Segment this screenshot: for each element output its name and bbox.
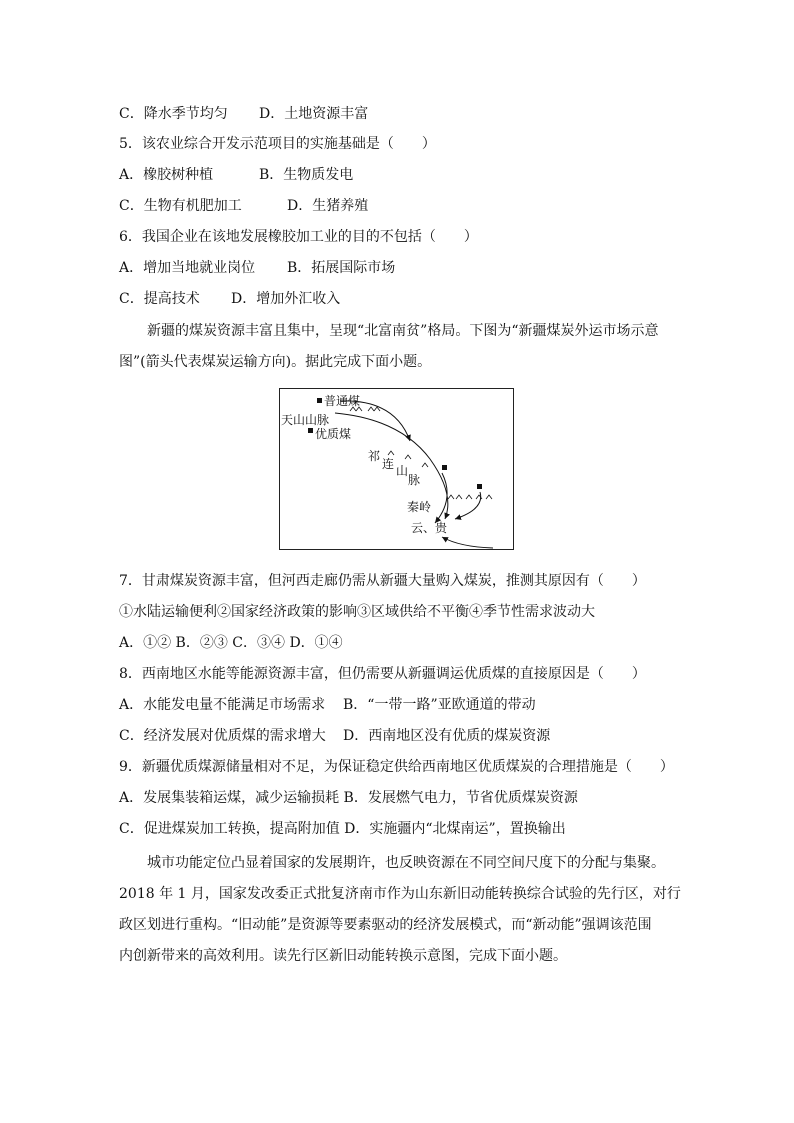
- coal-site-marker: [477, 484, 482, 489]
- intro-jinan-line2: 2018 年 1 月，国家发改委正式批复济南市作为山东新旧动能转换综合试验的先行区，对行: [119, 886, 681, 902]
- label-qilian-3: 山: [396, 464, 409, 478]
- route-arrow-south: [442, 537, 493, 548]
- intro-jinan-line4: 内创新带来的高效利用。读先行区新旧动能转换示意图，完成下面小题。: [119, 948, 567, 964]
- q7-choices: A．①② B．②③ C．③④ D．①④: [119, 635, 343, 651]
- q5-options-cd: [119, 196, 368, 216]
- q7-statements: ①水陆运输便利②国家经济政策的影响③区域供给不平衡④季节性需求波动大: [119, 604, 595, 620]
- q6-option-d: D．增加外汇收入: [231, 291, 341, 307]
- label-qilian-2: 连: [382, 457, 395, 471]
- q6-option-c: C．提高技术: [119, 291, 200, 307]
- coal-site-marker: [442, 465, 447, 470]
- q6-option-b: B．拓展国际市场: [287, 260, 396, 276]
- intro-xinjiang-line2: 图”(箭头代表煤炭运输方向)。据此完成下面小题。: [119, 354, 432, 370]
- question-8: 8．西南地区水能等能源资源丰富，但仍需要从新疆调运优质煤的直接原因是（ ）: [119, 666, 646, 682]
- label-ordinary-coal: 普通煤: [324, 394, 361, 408]
- label-qilian-4: 脉: [408, 473, 421, 487]
- q8-option-d: D．西南地区没有优质的煤炭资源: [343, 728, 551, 744]
- question-6: 6．我国企业在该地发展橡胶加工业的目的不包括（ ）: [119, 229, 478, 245]
- mountain-icon: [448, 495, 462, 499]
- label-qilian-1: 祁: [368, 449, 381, 463]
- q5-option-a: A．橡胶树种植: [119, 167, 214, 183]
- q5-option-d: D．生猪养殖: [287, 198, 369, 214]
- mountain-icon: [422, 463, 428, 467]
- intro-jinan-line3: 政区划进行重构。“旧动能”是资源等要素驱动的经济发展模式，而“新动能”强调该范围: [119, 917, 652, 933]
- mountain-icon: [388, 451, 394, 455]
- q8-options-ab: [119, 695, 536, 715]
- q5-option-c: C．生物有机肥加工: [119, 198, 242, 214]
- label-quality-coal: 优质煤: [315, 427, 352, 441]
- label-qinling: 秦岭: [407, 500, 432, 514]
- q6-option-a: A．增加当地就业岗位: [119, 260, 256, 276]
- mountain-icon: [368, 407, 380, 411]
- intro-jinan-line1: 城市功能定位凸显着国家的发展期许，也反映资源在不同空间尺度下的分配与集聚。: [147, 855, 665, 871]
- mountain-icon: [405, 455, 411, 459]
- q8-option-b: B．“一带一路”亚欧通道的带动: [343, 697, 536, 713]
- q6-options-cd: [119, 289, 340, 309]
- q9-options-ab: A．发展集装箱运煤，减少运输损耗 B．发展燃气电力，节省优质煤炭资源: [119, 790, 578, 806]
- mountain-icon: [466, 495, 492, 499]
- coal-site-marker: [317, 398, 322, 403]
- question-9: 9．新疆优质煤源储量相对不足，为保证稳定供给西南地区优质煤炭的合理措施是（ ）: [119, 759, 674, 775]
- route-arrow-qilian: [435, 473, 447, 523]
- question-7: 7．甘肃煤炭资源丰富，但河西走廊仍需从新疆大量购入煤炭，推测其原因有（ ）: [119, 573, 646, 589]
- q9-options-cd: C．促进煤炭加工转换，提高附加值 D．实施疆内“北煤南运”，置换输出: [119, 821, 566, 837]
- q8-options-cd: [119, 726, 550, 746]
- xinjiang-coal-market-map: [279, 388, 514, 550]
- label-yungui: 云、贵: [411, 521, 448, 535]
- q4-option-d: D．土地资源丰富: [259, 106, 369, 122]
- q4-options-cd: [119, 104, 368, 124]
- label-tianshan: 天山山脉: [281, 413, 330, 427]
- question-5: 5．该农业综合开发示范项目的实施基础是（ ）: [119, 136, 436, 152]
- intro-xinjiang-line1: 新疆的煤炭资源丰富且集中，呈现“北富南贫”格局。下图为“新疆煤炭外运市场示意: [147, 323, 659, 339]
- q8-option-a: A．水能发电量不能满足市场需求: [119, 697, 326, 713]
- q8-option-c: C．经济发展对优质煤的需求增大: [119, 728, 326, 744]
- q6-options-ab: [119, 258, 395, 278]
- q5-option-b: B．生物质发电: [259, 167, 354, 183]
- q4-option-c: C．降水季节均匀: [119, 106, 228, 122]
- coal-site-marker: [308, 428, 313, 433]
- q5-options-ab: [119, 165, 353, 185]
